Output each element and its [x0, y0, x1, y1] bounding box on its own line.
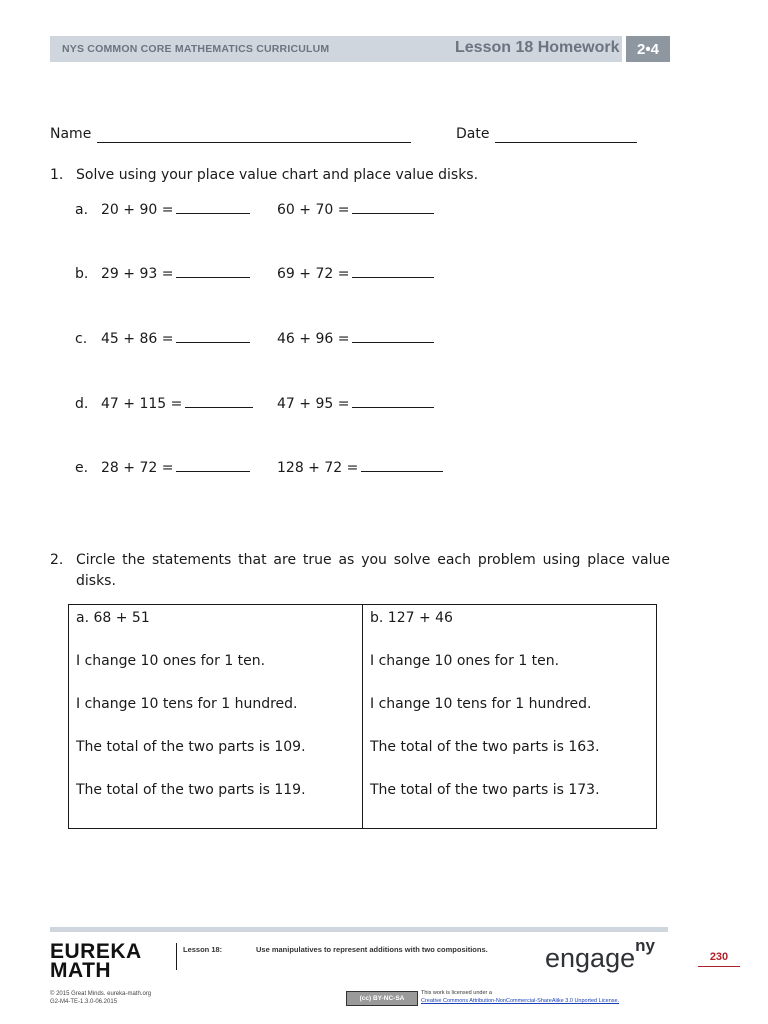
problem-a-cell	[69, 605, 363, 829]
q1-row-b	[75, 266, 434, 282]
statement[interactable]: I change 10 tens for 1 hundred.	[370, 696, 592, 712]
lesson-title: Lesson 18 Homework	[455, 39, 620, 56]
footer-rule	[50, 927, 668, 932]
problem-b-cell	[363, 605, 657, 829]
footer-description: Use manipulatives to represent additions with two compositions.	[256, 945, 488, 954]
q1-row-a	[75, 202, 434, 218]
grade-module-badge: 2•4	[626, 36, 670, 62]
answer-blank[interactable]	[176, 470, 250, 472]
name-field[interactable]	[97, 142, 411, 143]
answer-blank[interactable]	[361, 470, 443, 472]
q1-row-e	[75, 460, 443, 476]
page-number: 230	[698, 951, 740, 967]
answer-blank[interactable]	[352, 406, 434, 408]
footer-lesson-label: Lesson 18:	[183, 945, 223, 954]
statement[interactable]: I change 10 ones for 1 ten.	[370, 653, 560, 669]
answer-blank[interactable]	[185, 406, 253, 408]
license-text: This work is licensed under a Creative Commons Attribution-NonCommercial-ShareAlike 3.0 Unported License.	[421, 990, 620, 1004]
problem-text: 47 + 115 =	[101, 396, 183, 412]
copyright: © 2015 Great Minds. eureka-math.org G2-M4-TE-1.3.0-06.2015	[50, 991, 152, 1005]
date-label: Date	[456, 126, 490, 142]
problem-text: 20 + 90 =	[101, 202, 174, 218]
statement[interactable]: The total of the two parts is 163.	[370, 739, 600, 755]
q2-block	[50, 550, 670, 592]
problem-text: 46 + 96 =	[277, 331, 350, 347]
statement[interactable]: I change 10 tens for 1 hundred.	[76, 696, 298, 712]
q1-number: 1.	[50, 167, 64, 183]
answer-blank[interactable]	[176, 341, 250, 343]
curriculum-title: NYS COMMON CORE MATHEMATICS CURRICULUM	[62, 43, 330, 55]
q2-prompt: Circle the statements that are true as you solve each problem using place value disks.	[76, 552, 670, 589]
statements-table	[68, 604, 657, 829]
q1-row-d	[75, 396, 434, 412]
q1-row-c	[75, 331, 434, 347]
q2-number: 2.	[50, 552, 64, 568]
answer-blank[interactable]	[176, 276, 250, 278]
q1-prompt: Solve using your place value chart and place value disks.	[76, 167, 479, 183]
statement[interactable]: I change 10 ones for 1 ten.	[76, 653, 266, 669]
answer-blank[interactable]	[176, 212, 250, 214]
problem-b-title: b. 127 + 46	[370, 610, 453, 626]
answer-blank[interactable]	[352, 276, 434, 278]
problem-text: 28 + 72 =	[101, 460, 174, 476]
date-field[interactable]	[495, 142, 637, 143]
problem-text: 47 + 95 =	[277, 396, 350, 412]
engageny-logo: engage$^{ny}$	[545, 936, 655, 973]
problem-text: 45 + 86 =	[101, 331, 174, 347]
row-label: a.	[75, 202, 89, 218]
statement[interactable]: The total of the two parts is 119.	[76, 782, 306, 798]
footer-divider	[176, 943, 177, 970]
answer-blank[interactable]	[352, 341, 434, 343]
problem-text: 69 + 72 =	[277, 266, 350, 282]
problem-text: 128 + 72 =	[277, 460, 359, 476]
answer-blank[interactable]	[352, 212, 434, 214]
name-label: Name	[50, 126, 92, 142]
problem-text: 29 + 93 =	[101, 266, 174, 282]
row-label: c.	[75, 331, 88, 347]
row-label: b.	[75, 266, 89, 282]
statement[interactable]: The total of the two parts is 173.	[370, 782, 600, 798]
eureka-math-logo: EUREKA MATH	[50, 940, 142, 982]
row-label: e.	[75, 460, 89, 476]
statement[interactable]: The total of the two parts is 109.	[76, 739, 306, 755]
cc-license-icon: (cc) BY-NC-SA	[346, 991, 418, 1006]
problem-text: 60 + 70 =	[277, 202, 350, 218]
license-link[interactable]: Creative Commons Attribution-NonCommercial-ShareAlike 3.0 Unported License.	[421, 998, 620, 1004]
row-label: d.	[75, 396, 89, 412]
problem-a-title: a. 68 + 51	[76, 610, 150, 626]
